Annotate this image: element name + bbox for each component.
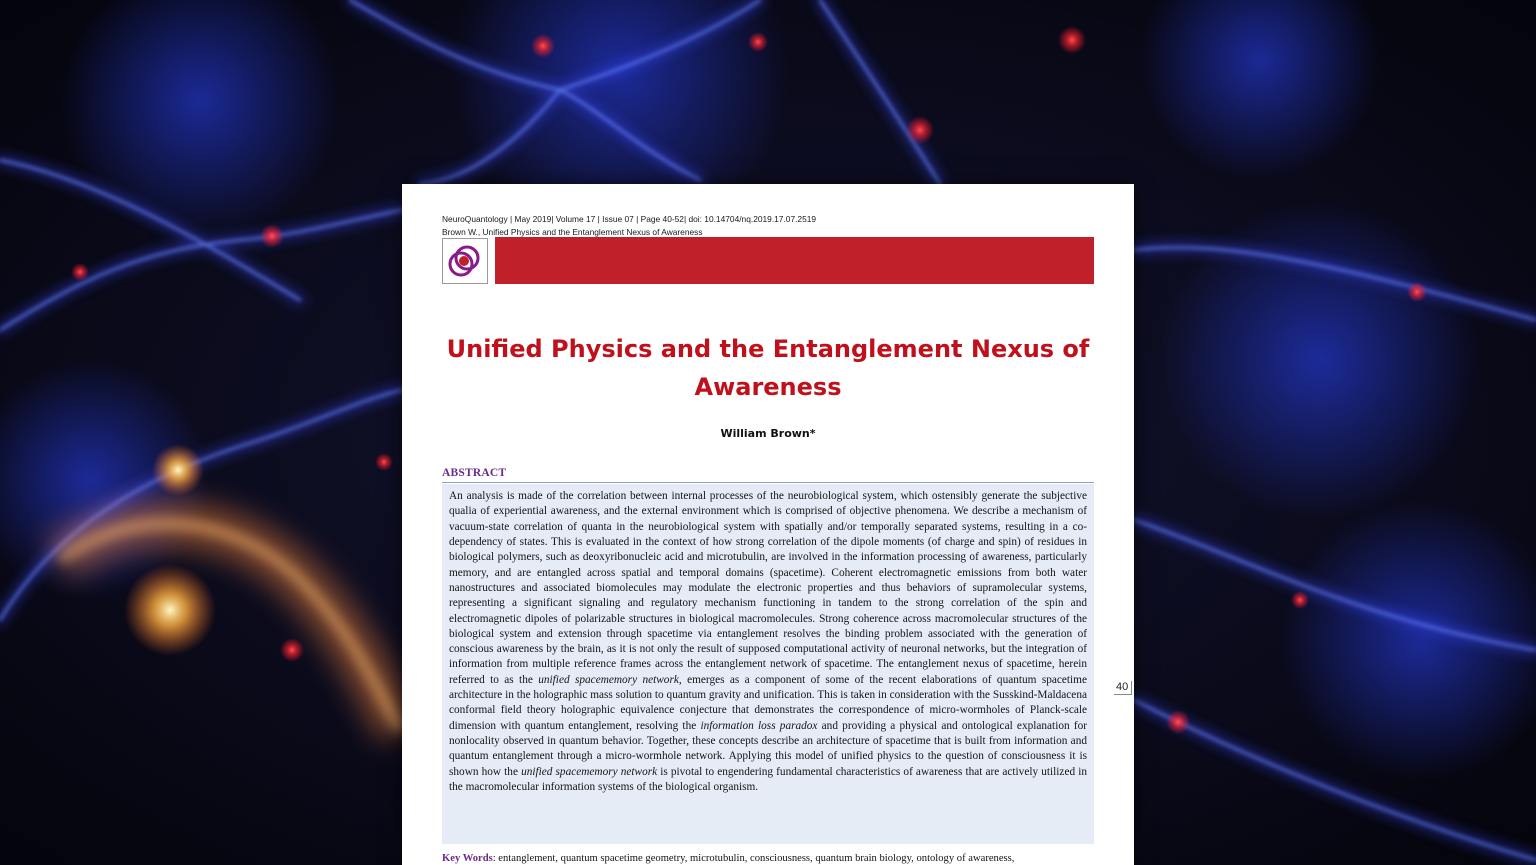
journal-banner	[495, 237, 1094, 284]
keywords-line	[442, 853, 1102, 864]
page-number: 40	[1114, 681, 1132, 695]
abstract-divider	[442, 482, 1094, 483]
abstract-box	[442, 484, 1094, 844]
paper-author: William Brown*	[720, 427, 816, 440]
paper-title: Unified Physics and the Entanglement Nexus of Awareness	[446, 335, 1090, 401]
neuroquantology-logo-icon	[442, 238, 488, 284]
running-head: Brown W., Unified Physics and the Entanglement Nexus of Awareness	[442, 226, 703, 237]
paper-page	[402, 184, 1134, 865]
abstract-heading: ABSTRACT	[442, 467, 507, 479]
abstract-text: An analysis is made of the correlation between internal processes of the neurobiological system, which ostensibly generate the subjective qualia of experiential awareness, and the external environment which is comprised of objective phenomena. We describe a mechanism of vacuum-state correlation of quanta in the neurobiological system with spatially and/or temporally separated systems, resulting in a co-dependency of states. This is evaluated in the context of how strong correlation of the dipole moments (of charge and spin) of residues in biological polymers, such as deoxyribonucleic acid and microtubulin, are involved in the information processing of awareness, particularly memory, and are entangled across spatial and temporal domains (spacetime). Coherent electromagnetic emissions from both water nanostructures and associated biomolecules may modulate the electronic properties and thus behaviors of supramolecular systems, representing a significant signaling and regulatory mechanism functioning in tandem to the strong correlation of the spin and electromagnetic dipoles of polarizable structures in biological macromolecules. Strong coherence across macromolecular structures of the biological system and extension through spacetime via entanglement resolves the binding problem associated with the generation of conscious awareness by the brain, as it is not only the result of supposed computational activity of neuronal networks, but the integration of information from multiple reference frames across the entanglement network of spacetime. The entanglement nexus of spacetime, herein referred to as the unified spacememory network, emerges as a component of some of the recent elaborations of quantum spacetime architecture in the holographic mass solution to quantum gravity and unification. This is taken in consideration with the Susskind-Maldacena conformal field theory holographic equivalence conjecture that demonstrates the correspondence of micro-wormholes of Planck-scale dimension with quantum entanglement, resolving the information loss paradox and providing a physical and ontological explanation for nonlocality observed in quantum behavior. Together, these concepts describe an architecture of spacetime that is built from information and quantum entanglement through a micro-wormhole network. Applying this model of unified physics to the question of consciousness it is shown how the unified spacememory network is pivotal to engendering fundamental characteristics of awareness that are actively utilized in the macromolecular information systems of the biological organism.	[449, 490, 1088, 793]
journal-meta-line: NeuroQuantology | May 2019| Volume 17 | Issue 07 | Page 40-52| doi: 10.14704/nq.2019.17.07.2519	[442, 214, 817, 224]
keywords-text: : entanglement, quantum spacetime geometry, microtubulin, consciousness, quantum brain biology, ontology of awareness,	[492, 853, 1015, 864]
keywords-label: Key Words	[442, 853, 493, 864]
journal-header	[442, 213, 816, 238]
